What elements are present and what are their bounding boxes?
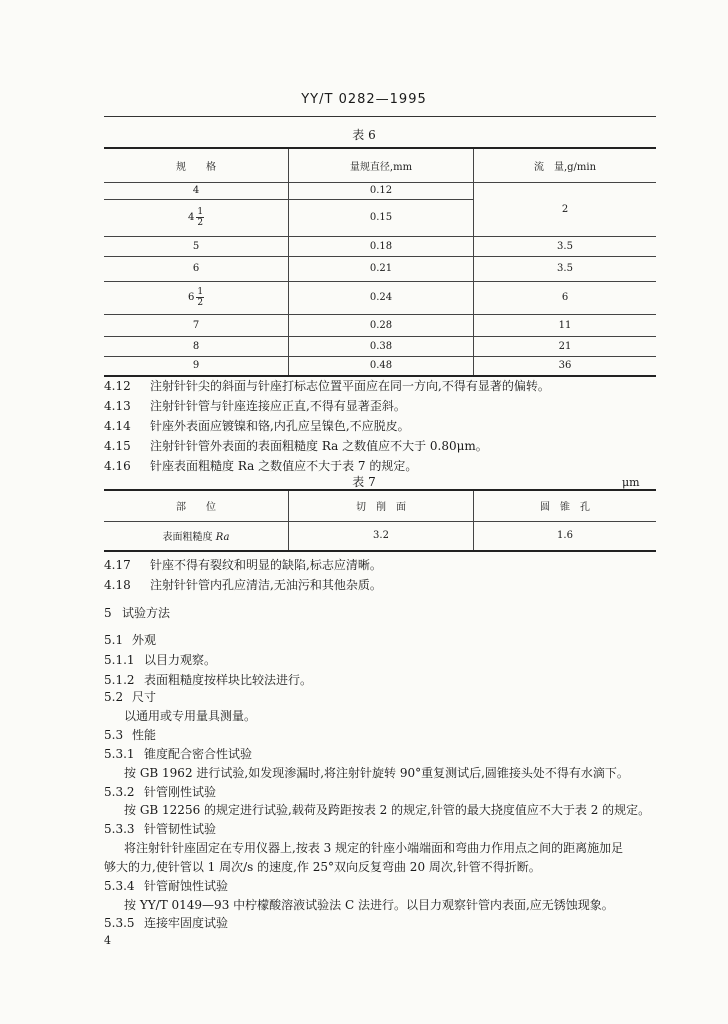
clause-5-1-1: 5.1.1 以目力观察。 xyxy=(104,653,217,667)
clause-5-1-2: 5.1.2 表面粗糙度按样块比较法进行。 xyxy=(104,673,313,687)
table6-spec-cell xyxy=(104,199,289,236)
fraction-numerator: 1 xyxy=(197,287,204,297)
spec-whole: 6 xyxy=(187,292,195,303)
table-row xyxy=(104,521,656,551)
table6-spec-cell: 8 xyxy=(104,336,289,356)
table6-flow-cell: 6 xyxy=(474,281,657,314)
table-row xyxy=(104,182,656,199)
clause-4-17: 4.17 针座不得有裂纹和明显的缺陷,标志应清晰。 xyxy=(104,558,382,572)
table6-spec-cell: 5 xyxy=(104,236,289,256)
table-row xyxy=(104,314,656,336)
table6-gauge-cell: 0.21 xyxy=(289,256,474,281)
table6-spec-cell: 9 xyxy=(104,356,289,376)
clause-5-3-3: 5.3.3 针管韧性试验 xyxy=(104,822,217,836)
table-6 xyxy=(104,147,656,377)
clause-4-15: 4.15 注射针针管外表面的表面粗糙度 Ra 之数值应不大于 0.80μm。 xyxy=(104,439,488,453)
clause-text: 将注射针针座固定在专用仪器上,按表 3 规定的针座小端端面和弯曲力作用点之间的距离施加足 xyxy=(124,841,624,855)
table7-unit: μm xyxy=(622,476,640,489)
table6-spec-cell xyxy=(104,281,289,314)
clause-5-1: 5.1 外观 xyxy=(104,633,157,647)
clause-4-18: 4.18 注射针针管内孔应清洁,无油污和其他杂质。 xyxy=(104,578,382,592)
table6-spec-cell: 4 xyxy=(104,182,289,199)
table6-spec-cell: 7 xyxy=(104,314,289,336)
table-row xyxy=(104,356,656,376)
table6-gauge-cell: 0.24 xyxy=(289,281,474,314)
table7-row-label: 表面粗糙度 Ra xyxy=(104,521,289,551)
fraction-denominator: 2 xyxy=(197,298,204,308)
table6-gauge-cell: 0.18 xyxy=(289,236,474,256)
table7-header-part: 部 位 xyxy=(104,490,289,521)
clause-5-3: 5.3 性能 xyxy=(104,728,157,742)
clause-4-16: 4.16 针座表面粗糙度 Ra 之数值应不大于表 7 的规定。 xyxy=(104,459,418,473)
table6-gauge-cell: 0.12 xyxy=(289,182,474,199)
clause-text: 以通用或专用量具测量。 xyxy=(124,709,257,723)
spec-fraction xyxy=(196,207,204,228)
table-row xyxy=(104,256,656,281)
table6-flow-cell: 36 xyxy=(474,356,657,376)
table-row xyxy=(104,281,656,314)
table6-flow-cell: 3.5 xyxy=(474,256,657,281)
table6-caption: 表 6 xyxy=(352,128,376,142)
table6-header-spec: 规 格 xyxy=(104,148,289,182)
table-row xyxy=(104,336,656,356)
page-number: 4 xyxy=(104,934,111,947)
table6-gauge-cell: 0.15 xyxy=(289,199,474,236)
fraction-denominator: 2 xyxy=(197,218,204,228)
clause-text: 按 GB 12256 的规定进行试验,载荷及跨距按表 2 的规定,针管的最大挠度值应不大于表 2 的规定。 xyxy=(124,803,651,817)
table6-gauge-cell: 0.48 xyxy=(289,356,474,376)
clause-5-3-5: 5.3.5 连接牢固度试验 xyxy=(104,916,229,930)
standard-code-header: YY/T 0282—1995 xyxy=(301,92,427,107)
fraction-numerator: 1 xyxy=(197,207,204,217)
table-row xyxy=(104,236,656,256)
clause-4-14: 4.14 针座外表面应镀镍和铬,内孔应呈镍色,不应脱皮。 xyxy=(104,419,410,433)
clause-5-3-2: 5.3.2 针管刚性试验 xyxy=(104,785,217,799)
table7-caption: 表 7 xyxy=(352,475,376,489)
clause-text: 按 GB 1962 进行试验,如发现渗漏时,将注射针旋转 90°重复测试后,圆锥接头处不得有水滴下。 xyxy=(124,766,629,780)
table7-value-cell: 1.6 xyxy=(474,521,657,551)
clause-text: 够大的力,使针管以 1 周次/s 的速度,作 25°双向反复弯曲 20 周次,针管不得折断。 xyxy=(104,860,541,874)
table7-header-cone-hole: 圆 锥 孔 xyxy=(474,490,657,521)
table6-gauge-cell: 0.28 xyxy=(289,314,474,336)
table6-gauge-cell: 0.38 xyxy=(289,336,474,356)
table6-header-gauge: 量规直径,mm xyxy=(289,148,474,182)
table6-flow-cell: 3.5 xyxy=(474,236,657,256)
table6-header-flow: 流 量,g/min xyxy=(474,148,657,182)
clause-5-2: 5.2 尺寸 xyxy=(104,690,157,704)
clause-4-13: 4.13 注射针针管与针座连接应正直,不得有显著歪斜。 xyxy=(104,399,406,413)
header-rule xyxy=(104,116,656,117)
table-7 xyxy=(104,489,656,552)
table6-spec-cell: 6 xyxy=(104,256,289,281)
clause-5-3-4: 5.3.4 针管耐蚀性试验 xyxy=(104,879,229,893)
spec-whole: 4 xyxy=(187,212,195,223)
clause-text: 按 YY/T 0149—93 中柠檬酸溶液试验法 C 法进行。以目力观察针管内表面,应无锈蚀现象。 xyxy=(124,898,614,912)
table7-value-cell: 3.2 xyxy=(289,521,474,551)
table6-flow-cell: 2 xyxy=(474,182,657,236)
clause-5-3-1: 5.3.1 锥度配合密合性试验 xyxy=(104,747,253,761)
section-5-title: 5 试验方法 xyxy=(104,606,171,620)
table6-flow-cell: 21 xyxy=(474,336,657,356)
clause-4-12: 4.12 注射针针尖的斜面与针座打标志位置平面应在同一方向,不得有显著的偏转。 xyxy=(104,379,550,393)
table7-header-cut-surface: 切 削 面 xyxy=(289,490,474,521)
spec-fraction xyxy=(196,287,204,308)
table6-flow-cell: 11 xyxy=(474,314,657,336)
